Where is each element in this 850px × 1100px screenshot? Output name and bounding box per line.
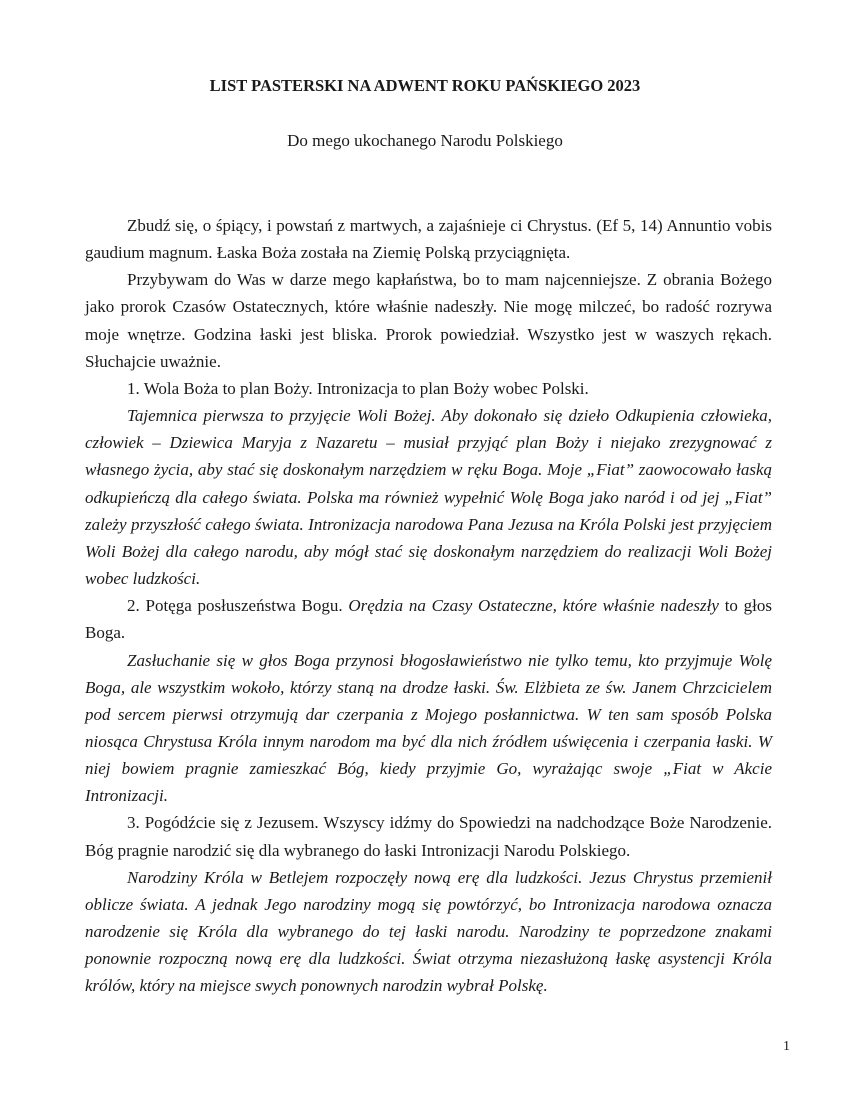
document-title: LIST PASTERSKI NA ADWENT ROKU PAŃSKIEGO 2023 [209, 76, 641, 95]
document-body [85, 212, 772, 1000]
page-number: 1 [783, 1039, 790, 1054]
document-subtitle: Do mego ukochanego Narodu Polskiego [287, 131, 563, 150]
paragraph-5 [85, 592, 772, 646]
paragraph-5-italic: Orędzia na Czasy Ostateczne, które właśnie nadeszły [348, 596, 719, 616]
paragraph-5-lead: 2. Potęga posłuszeństwa Bogu. [127, 596, 343, 616]
paragraph-8: Narodziny Króla w Betlejem rozpoczęły nową erę dla ludzkości. Jezus Chrystus przemienił oblicze świata. A jednak Jego narodziny mogą się powtórzyć, bo Intronizacja narodowa oznacza narodzenie się Króla dla wybranego do tej łaski narodu. Narodziny te poprzedzone znakami ponownie rozpoczną nową erę dla ludzkości. Świat otrzyma niezasłużoną łaskę asystencji Króla królów, który na miejsce swych ponownych narodzin wybrał Polskę. [85, 867, 772, 996]
paragraph-3: 1. Wola Boża to plan Boży. Intronizacja to plan Boży wobec Polski. [127, 378, 589, 398]
paragraph-7: 3. Pogódźcie się z Jezusem. Wszyscy idźmy do Spowiedzi na nadchodzące Boże Narodzenie. Bóg pragnie narodzić się dla wybranego do łaski Intronizacji Narodu Polskiego. [85, 813, 772, 860]
paragraph-4: Tajemnica pierwsza to przyjęcie Woli Bożej. Aby dokonało się dzieło Odkupienia człowieka, człowiek – Dziewica Maryja z Nazaretu – musiał przyjąć plan Boży i niejako zrezygnować z własnego życia, aby stać się doskonałym narzędziem w ręku Boga. Moje „Fiat” zaowocowało łaską odkupieńczą dla całego świata. Polska ma również wypełnić Wolę Boga jako naród i od jej „Fiat” zależy przyszłość całego świata. Intronizacja narodowa Pana Jezusa na Króla Polski jest przyjęciem Woli Bożej dla całego narodu, aby mógł stać się doskonałym narzędziem do realizacji Woli Bożej wobec ludzkości. [85, 406, 772, 589]
paragraph-1: Zbudź się, o śpiący, i powstań z martwych, a zajaśnieje ci Chrystus. (Ef 5, 14) Annuntio vobis gaudium magnum. Łaska Boża została na Ziemię Polską przyciągnięta. [85, 216, 772, 263]
paragraph-2: Przybywam do Was w darze mego kapłaństwa, bo to mam najcenniejsze. Z obrania Bożego jako prorok Czasów Ostatecznych, które właśnie nadeszły. Nie mogę milczeć, bo radość rozrywa moje wnętrze. Godzina łaski jest bliska. Prorok powiedział. Wszystko jest w waszych rękach. Słuchajcie uważnie. [85, 270, 772, 371]
paragraph-6: Zasłuchanie się w głos Boga przynosi błogosławieństwo nie tylko temu, kto przyjmuje Wolę Boga, ale wszystkim wokoło, którzy staną na drodze łaski. Św. Elżbieta ze św. Janem Chrzcicielem pod sercem pierwsi otrzymują dar czerpania z Mojego posłannictwa. W ten sam sposób Polska niosąca Chrystusa Króla innym narodom ma być dla nich źródłem uświęcenia i czerpania łaski. W niej bowiem pragnie zamieszkać Bóg, kiedy przyjmie Go, wyrażając swoje „Fiat w Akcie Intronizacji. [85, 650, 772, 806]
paragraph-5-end: to głos Boga. [85, 596, 773, 643]
